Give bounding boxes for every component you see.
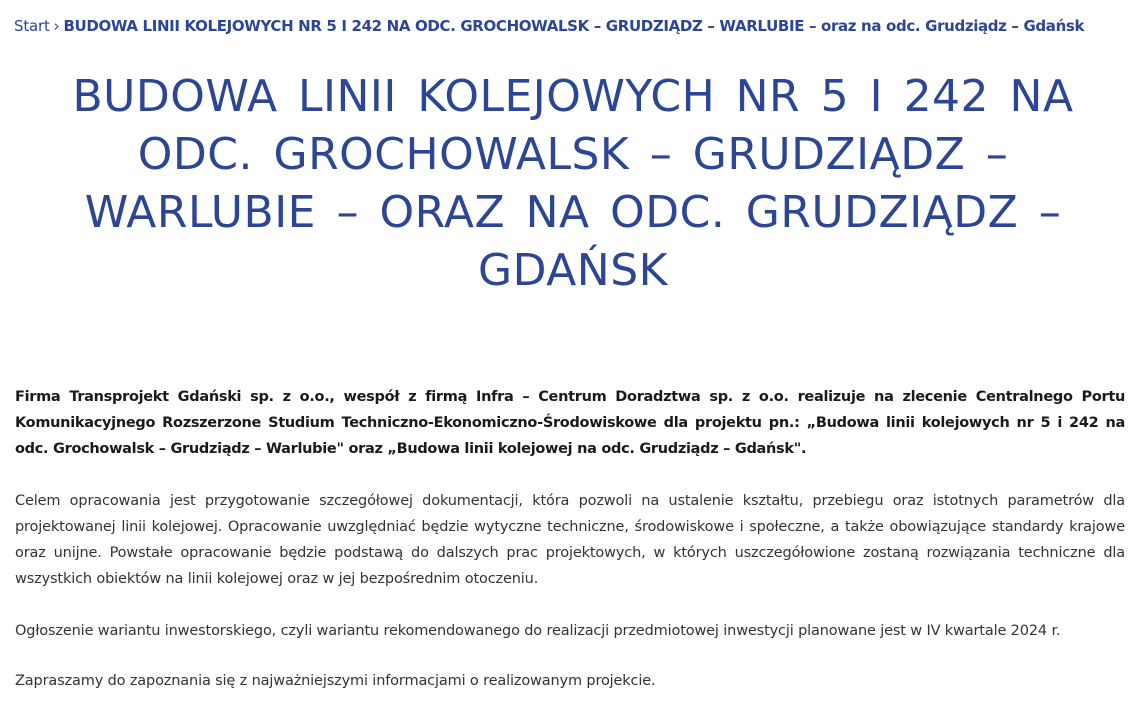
- intro-paragraph: Firma Transprojekt Gdański sp. z o.o., wespół z firmą Infra – Centrum Doradztwa sp. z o.o. realizuje na zlecenie Centralnego Portu Komunikacyjnego Rozszerzone Studium Techniczno-Ekonomiczno-Środowiskowe dla projektu pn.: „Budowa linii kolejowych nr 5 i 242 na odc. Grochowalsk – Grudziądz – Warlubie" oraz „Budowa linii kolejowej na odc. Grudziądz – Gdańsk".: [15, 389, 1125, 457]
- page-title: BUDOWA LINII KOLEJOWYCH NR 5 I 242 NA ODC. GROCHOWALSK – GRUDZIĄDZ – WARLUBIE – ORAZ NA ODC. GRUDZIĄDZ – GDAŃSK: [72, 71, 1074, 296]
- article-content: [15, 384, 1125, 720]
- goal-paragraph: Celem opracowania jest przygotowanie szczegółowej dokumentacji, która pozwoli na ustalenie kształtu, przebiegu oraz istotnych parametrów dla projektowanej linii kolejowej. Opracowanie uwzględniać będzie wytyczne techniczne, środowiskowe i społeczne, a także obowiązujące standardy krajowe oraz unijne. Powstałe opracowanie będzie podstawą do dalszych prac projektowych, w których uszczegółowione zostaną rozwiązania techniczne dla wszystkich obiektów na linii kolejowej oraz w jej bezpośrednim otoczeniu.: [15, 493, 1125, 587]
- breadcrumb-current-page: BUDOWA LINII KOLEJOWYCH NR 5 I 242 NA ODC. GROCHOWALSK – GRUDZIĄDZ – WARLUBIE – oraz na odc. Grudziądz – Gdańsk: [63, 17, 1085, 35]
- invitation-paragraph: Zapraszamy do zapoznania się z najważniejszymi informacjami o realizowanym projekcie.: [15, 673, 656, 689]
- breadcrumb: [14, 14, 1134, 38]
- announcement-paragraph: Ogłoszenie wariantu inwestorskiego, czyli wariantu rekomendowanego do realizacji przedmiotowej inwestycji planowane jest w IV kwartale 2024 r.: [15, 623, 1061, 639]
- breadcrumb-start-link[interactable]: Start: [14, 17, 50, 35]
- breadcrumb-separator: ›: [53, 17, 60, 35]
